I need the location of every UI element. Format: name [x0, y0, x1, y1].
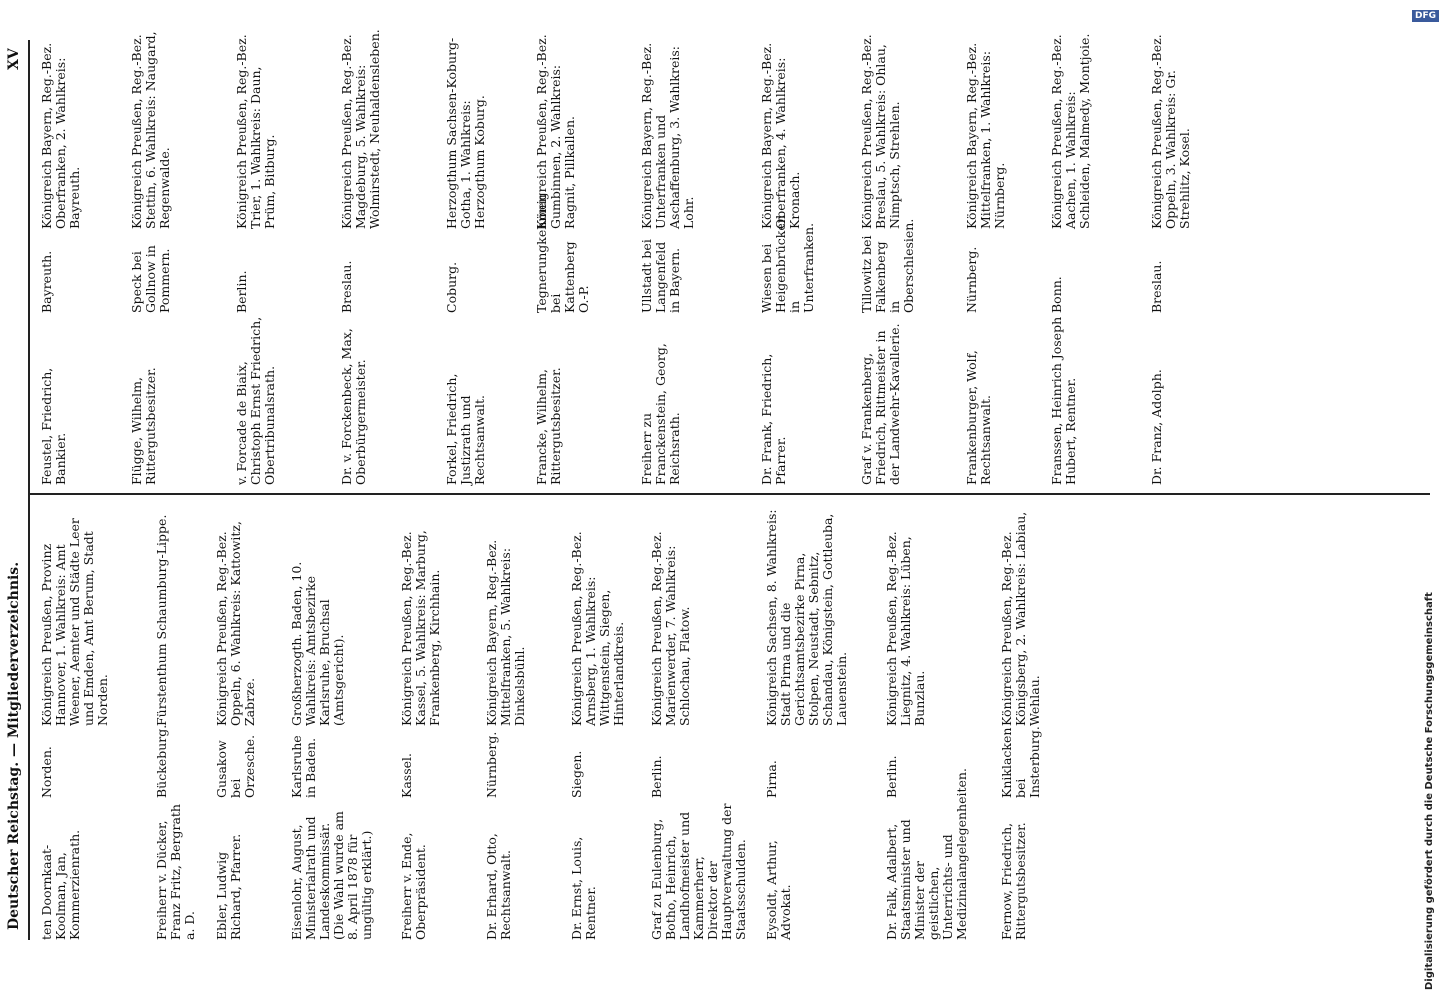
member-district: Großherzogth. Baden, 10. Wahlkreis: Amtsbezirke Karlsruhe, Bruchsal (Amtsgericht). — [289, 561, 346, 726]
member-place: Nürnberg. — [484, 731, 499, 798]
member-row — [290, 500, 400, 940]
member-district: Königreich Bayern, Reg.-Bez. Mittelfranken, 5. Wahlkreis: Dinkelsbühl. — [484, 539, 527, 726]
member-row — [885, 500, 1000, 940]
member-row — [40, 25, 130, 485]
member-place: Gusakow bei Orzesche. — [214, 734, 257, 798]
member-name: Dr. v. Forckenbeck, Max, Oberbürgermeister. — [339, 328, 368, 485]
dfg-credit: Digitalisierung gefördert durch die Deutsche Forschungsgemeinschaft — [1424, 592, 1435, 990]
member-row — [155, 500, 215, 940]
member-place: Siegen. — [569, 750, 584, 798]
member-name: v. Forcade de Biaix, Christoph Ernst Friedrich, Obertribunalsrath. — [234, 316, 277, 485]
member-district: Königreich Preußen, Reg.-Bez. Oppeln, 6. Wahlkreis: Kattowitz, Zabrze. — [214, 521, 257, 726]
member-district: Königreich Bayern, Reg.-Bez. Unterfranken und Aschaffenburg, 3. Wahlkreis: Lohr. — [639, 42, 696, 229]
member-name: Dr. Ernst, Louis, Rentner. — [569, 836, 598, 940]
member-name: Fernow, Friedrich, Rittergutsbesitzer. — [999, 822, 1028, 940]
member-district: Königreich Preußen, Reg.-Bez. Stettin, 6. Wahlkreis: Naugard, Regenwalde. — [129, 31, 172, 229]
dfg-logo: DFG — [1412, 10, 1439, 22]
member-row — [40, 500, 155, 940]
member-name: Graf zu Eulenburg, Botho, Heinrich, Landhofmeister und Kammerherr, Direktor der Hauptverwaltung der Staatsschulden. — [649, 803, 748, 940]
member-place: Coburg. — [444, 261, 459, 313]
member-district: Königreich Preußen, Reg.-Bez. Gumbinnen, 2. Wahlkreis: Ragnit, Pillkallen. — [534, 34, 577, 229]
member-district: Herzogthum Sachsen-Koburg-Gotha, 1. Wahlkreis: Herzogthum Koburg. — [444, 37, 487, 229]
left-column-block — [0, 500, 1432, 940]
member-place: Bayreuth. — [39, 250, 54, 313]
member-district: Königreich Preußen, Provinz Hannover, 1. Wahlkreis: Amt Weener, Aemter und Städte Leer und Emden, Amt Berum, Stadt Norden. — [39, 518, 110, 726]
member-name: Freiherr v. Ende, Oberpräsident. — [399, 832, 428, 940]
member-name: Franssen, Heinrich Joseph Hubert, Rentner. — [1049, 316, 1078, 485]
member-name: Graf v. Frankenberg, Friedrich, Rittmeister in der Landwehr-Kavallerie. — [859, 323, 902, 485]
member-district: Königreich Preußen, Reg.-Bez. Oppeln, 3. Wahlkreis: Gr. Strehlitz, Kosel. — [1149, 34, 1192, 229]
member-place: Berlin. — [649, 755, 664, 798]
member-row — [445, 25, 535, 485]
member-name: Freiherr v. Dücker, Franz Fritz, Bergrath a. D. — [154, 804, 197, 940]
member-name: Dr. Frank, Friedrich, Pfarrer. — [759, 353, 788, 485]
member-place: Bückeburg. — [154, 724, 169, 798]
member-district: Königreich Preußen, Reg.-Bez. Königsberg, 2. Wahlkreis: Labiau, Wehlau. — [999, 511, 1042, 726]
member-name: Eysoldt, Arthur, Advokat. — [764, 840, 793, 940]
member-name: Frankenburger, Wolf, Rechtsanwalt. — [964, 350, 993, 485]
page-number: XV — [6, 48, 22, 70]
member-district: Königreich Preußen, Reg.-Bez. Aachen, 1. Wahlkreis: Schleiden, Malmedy, Montjoie. — [1049, 33, 1092, 229]
member-place: Berlin. — [234, 270, 249, 313]
member-row — [760, 25, 860, 485]
member-name: Freiherr zu Franckenstein, Georg, Reichsrath. — [639, 343, 682, 485]
member-district: Königreich Bayern, Reg.-Bez. Mittelfranken, 1. Wahlkreis: Nürnberg. — [964, 42, 1007, 229]
member-row — [765, 500, 885, 940]
page-header: Deutscher Reichstag. — Mitgliederverzeichnis. — [6, 561, 22, 930]
member-row — [400, 500, 485, 940]
member-row — [860, 25, 965, 485]
member-name: Francke, Wilhelm, Rittergutsbesitzer. — [534, 367, 563, 485]
member-name: Forkel, Friedrich, Justizrath und Rechtsanwalt. — [444, 373, 487, 485]
member-name: Eisenlohr, August, Ministerialrath und Landeskommissär. (Die Wahl wurde am 8. April 1878 für ungültig erklärt.) — [289, 811, 374, 940]
center-rule — [30, 493, 1430, 495]
member-place: Berlin. — [884, 755, 899, 798]
member-district: Königreich Preußen, Reg.-Bez. Breslau, 5. Wahlkreis: Ohlau, Nimptsch, Strehlen. — [859, 34, 902, 229]
member-place: Kassel. — [399, 753, 414, 798]
member-row — [965, 25, 1050, 485]
member-row — [215, 500, 290, 940]
member-row — [650, 500, 765, 940]
member-district: Königreich Preußen, Reg.-Bez. Liegnitz, 4. Wahlkreis: Lüben, Bunzlau. — [884, 531, 927, 726]
member-row — [535, 25, 640, 485]
member-district: Königreich Preußen, Reg.-Bez. Kassel, 5. Wahlkreis: Marburg, Frankenberg, Kirchhain. — [399, 530, 442, 726]
member-row — [1150, 25, 1245, 485]
member-place: Breslau. — [1149, 260, 1164, 313]
member-district: Königreich Preußen, Reg.-Bez. Arnsberg, 1. Wahlkreis: Wittgenstein, Siegen, Hinterlandkreis. — [569, 531, 626, 726]
member-name: ten Doornkaat-Koolman, Jan, Kommerzienrath. — [39, 829, 82, 940]
member-district: Königreich Preußen, Reg.-Bez. Magdeburg, 5. Wahlkreis: Wolmirstedt, Neuhaldensleben. — [339, 29, 382, 229]
member-place: Tillowitz bei Falkenberg in Oberschlesien. — [859, 218, 916, 313]
member-district: Königreich Bayern, Reg.-Bez. Oberfranken, 2. Wahlkreis: Bayreuth. — [39, 42, 82, 229]
member-name: Flügge, Wilhelm, Rittergutsbesitzer. — [129, 367, 158, 485]
rotated-page — [0, 10, 1432, 1000]
member-name: Dr. Franz, Adolph. — [1149, 369, 1164, 485]
member-row — [130, 25, 235, 485]
member-name: Dr. Falk, Adalbert, Staatsminister und Minister der geistlichen, Unterrichts- und Medizinalangelegenheiten. — [884, 768, 969, 940]
member-name: Feustel, Friedrich, Bankier. — [39, 367, 68, 485]
member-place: Pirna. — [764, 760, 779, 798]
member-name: Dr. Erhard, Otto, Rechtsanwalt. — [484, 833, 513, 940]
member-place: Breslau. — [339, 260, 354, 313]
member-row — [1050, 25, 1150, 485]
member-place: Kniklacken bei Insterburg. — [999, 726, 1042, 798]
member-district: Königreich Preußen, Reg.-Bez. Marienwerder, 7. Wahlkreis: Schlochau, Flatow. — [649, 531, 692, 726]
right-column-block — [0, 25, 1432, 485]
member-row — [340, 25, 445, 485]
member-place: Bonn. — [1049, 276, 1064, 313]
member-district: Königreich Sachsen, 8. Wahlkreis: Stadt Pirna und die Gerichtsamtsbezirke Pirna, Stolpen, Neustadt, Sebnitz, Schandau, Königstein, Gottleuba, Lauenstein. — [764, 509, 849, 726]
member-place: Norden. — [39, 746, 54, 798]
member-district: Königreich Bayern, Reg.-Bez. Oberfranken, 4. Wahlkreis: Kronach. — [759, 42, 802, 229]
member-row — [570, 500, 650, 940]
member-district: Fürstenthum Schaumburg-Lippe. — [154, 514, 169, 726]
member-row — [1000, 500, 1075, 940]
member-place: Nürnberg. — [964, 246, 979, 313]
member-place: Speck bei Gollnow in Pommern. — [129, 245, 172, 313]
member-row — [640, 25, 760, 485]
member-row — [485, 500, 570, 940]
member-place: Karlsruhe in Baden. — [289, 735, 318, 798]
member-place: Wiesen bei Heigenbrücken in Unterfranken. — [759, 215, 816, 313]
member-row — [235, 25, 340, 485]
member-place: Tegnerungkehmen bei Kattenberg O.-P. — [534, 194, 591, 313]
member-district: Königreich Preußen, Reg.-Bez. Trier, 1. Wahlkreis: Daun, Prüm, Bitburg. — [234, 34, 277, 229]
member-name: Ebler, Ludwig Richard, Pfarrer. — [214, 833, 243, 940]
member-place: Ullstadt bei Langenfeld in Bayern. — [639, 239, 682, 313]
